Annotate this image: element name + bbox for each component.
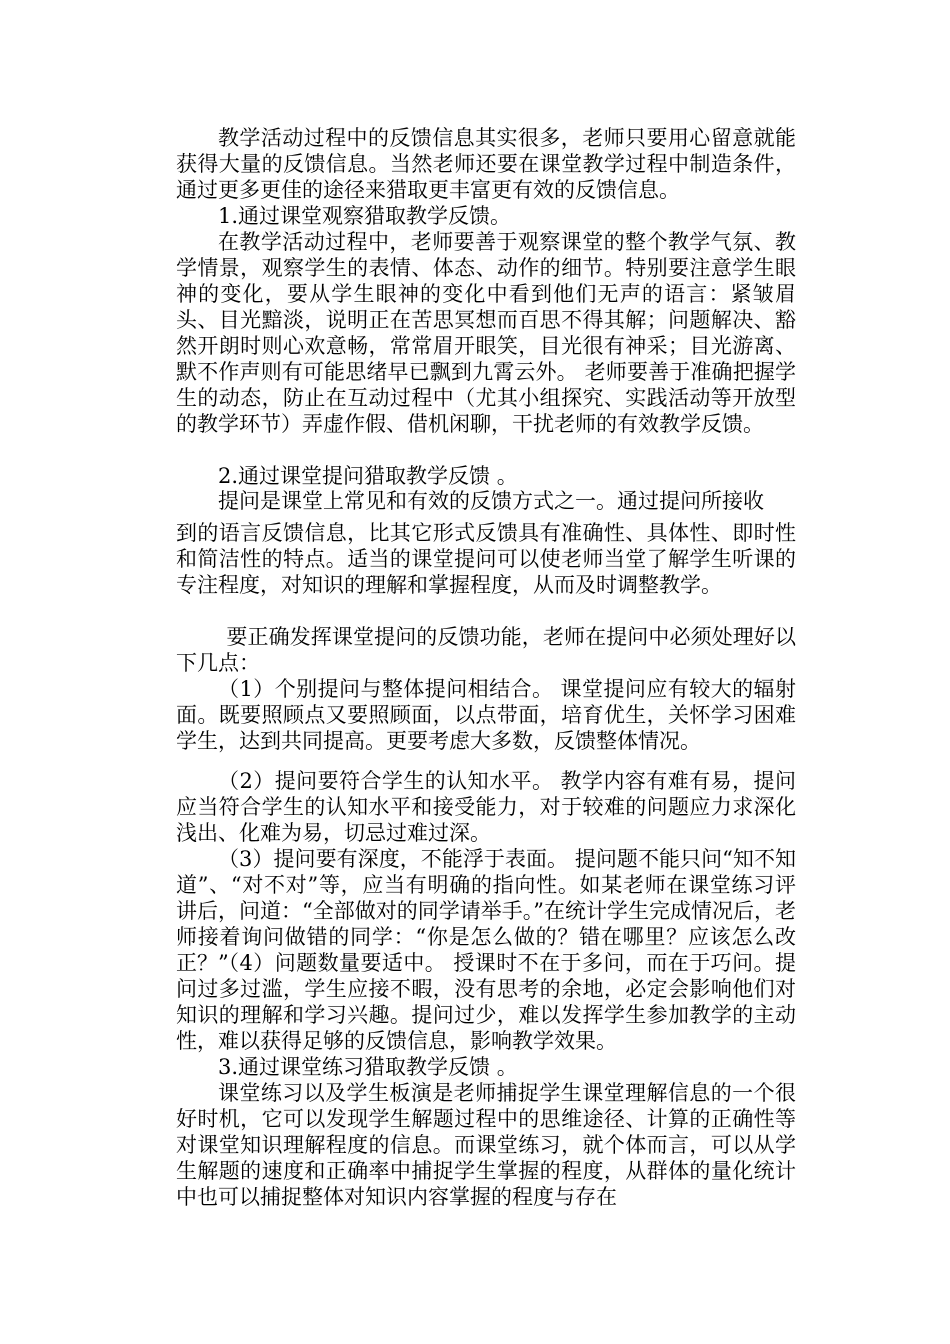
questioning-paragraph-start: 提问是课堂上常见和有效的反馈方式之一。通过提问所接收 bbox=[218, 489, 764, 513]
intro-paragraph: 教学活动过程中的反馈信息其实很多，老师只要用心留意就能获得大量的反馈信息。当然老师还要在课堂教学过程中制造条件，通过更多更佳的途径来猎取更丰富更有效的反馈信息。 bbox=[176, 126, 796, 202]
point-1-paragraph: （1）个别提问与整体提问相结合。 课堂提问应有较大的辐射面。既要照顾点又要照顾面，以点带面，培育优生，关怀学习困难学生，达到共同提高。更要考虑大多数，反馈整体情况。 bbox=[176, 677, 796, 753]
point-4-paragraph: （4）问题数量要适中。 授课时不在于多问，而在于巧问。提问过多过滥，学生应接不暇，没有思考的余地，必定会影响他们对知识的理解和学习兴趣。提问过少，难以发挥学生参加教学的主动性，难以获得足够的反馈信息，影响教学效果。 bbox=[176, 951, 796, 1053]
point-3-paragraph: （3）提问要有深度，不能浮于表面。 提问题不能只问“知不知道”、“对不对”等，应当有明确的指向性。如某老师在课堂练习评讲后，问道：“全部做对的同学请举手。”在统计学生完成情况后，老师接着询问做错的同学：“你是怎么做的？错在哪里？应该怎么改正？” bbox=[176, 847, 796, 975]
practice-paragraph: 课堂练习以及学生板演是老师捕捉学生课堂理解信息的一个很好时机，它可以发现学生解题过程中的思维途径、计算的正确性等对课堂知识理解程度的信息。而课堂练习，就个体而言，可以从学生解题的速度和正确率中捕捉学生掌握的程度，从群体的量化统计中也可以捕捉整体对知识内容掌握的程度与存在 bbox=[176, 1081, 796, 1209]
section-heading-3: 3.通过课堂练习猎取教学反馈 。 bbox=[218, 1055, 518, 1079]
questioning-points-intro: 要正确发挥课堂提问的反馈功能，老师在提问中必须处理好以下几点： bbox=[176, 625, 796, 675]
observation-paragraph: 在教学活动过程中，老师要善于观察课堂的整个教学气氛、教学情景，观察学生的表情、体态、动作的细节。特别要注意学生眼神的变化，要从学生眼神的变化中看到他们无声的语言：紧皱眉头、目光黯淡，说明正在苦思冥想而百思不得其解；问题解决、豁然开朗时则心欢意畅，常常眉开眼笑，目光很有神采；目光游离、默不作声则有可能思绪早已飘到九霄云外。 老师要善于准确把握学生的动态，防止在互动过程中（尤其小组探究、实践活动等开放型的教学环节）弄虚作假、借机闲聊，干扰老师的有效教学反馈。 bbox=[176, 230, 796, 436]
questioning-paragraph-cont: 到的语言反馈信息，比其它形式反馈具有准确性、具体性、即时性和简洁性的特点。适当的课堂提问可以使老师当堂了解学生听课的专注程度，对知识的理解和掌握程度，从而及时调整教学。 bbox=[176, 521, 796, 597]
point-2-paragraph: （2）提问要符合学生的认知水平。 教学内容有难有易，提问应当符合学生的认知水平和接受能力，对于较难的问题应力求深化浅出、化难为易，切忌过难过深。 bbox=[176, 769, 796, 845]
section-heading-1: 1.通过课堂观察猎取教学反馈。 bbox=[218, 204, 512, 228]
section-heading-2: 2.通过课堂提问猎取教学反馈 。 bbox=[218, 464, 518, 488]
